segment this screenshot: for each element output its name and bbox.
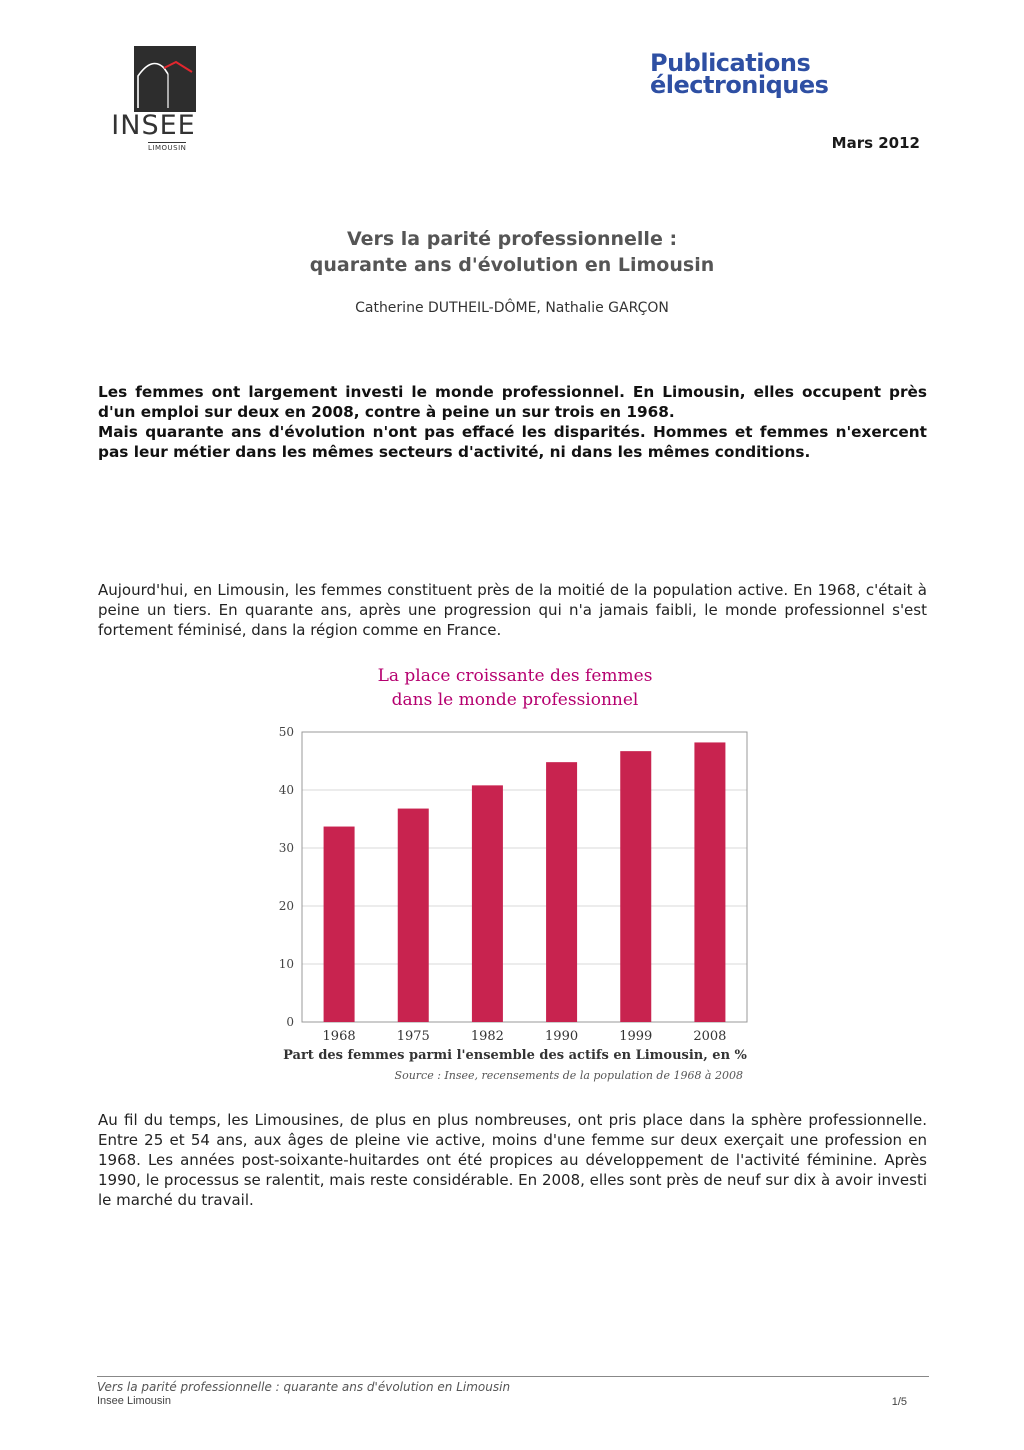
bar-1975 xyxy=(398,809,429,1022)
lead-paragraph-2: Mais quarante ans d'évolution n'ont pas effacé les disparités. Hommes et femmes n'exercent pas leur métier dans les mêmes secteurs d'activité, ni dans les mêmes conditions. xyxy=(98,423,927,461)
article-lead xyxy=(98,382,927,462)
x-tick-label: 1975 xyxy=(396,1029,430,1044)
article-authors: Catherine DUTHEIL-DÔME, Nathalie GARÇON xyxy=(355,300,669,316)
insee-logo xyxy=(106,46,201,156)
x-tick-label: 1990 xyxy=(545,1029,579,1044)
insee-logo-mark xyxy=(134,46,196,112)
pub-logo-line1: Publications xyxy=(650,49,811,77)
page-footer xyxy=(97,1376,929,1407)
chart-title-line1: La place croissante des femmes xyxy=(377,666,653,686)
x-tick-label: 1999 xyxy=(619,1029,653,1044)
chart-plot xyxy=(270,664,760,1044)
y-tick-label: 40 xyxy=(278,783,294,797)
insee-region-text: LIMOUSIN xyxy=(148,144,187,152)
bar-2008 xyxy=(694,742,725,1022)
publications-electroniques-logo xyxy=(650,49,930,104)
y-tick-label: 10 xyxy=(278,957,294,971)
y-tick-label: 20 xyxy=(278,899,294,913)
x-tick-label: 2008 xyxy=(693,1029,727,1044)
bar-1999 xyxy=(620,751,651,1022)
y-tick-label: 30 xyxy=(278,841,294,855)
footer-page-number: 1/5 xyxy=(891,1396,907,1408)
x-tick-label: 1968 xyxy=(322,1029,356,1044)
chart-caption: Part des femmes parmi l'ensemble des actifs en Limousin, en % xyxy=(283,1048,747,1063)
bar-chart xyxy=(270,664,760,1089)
y-tick-label: 0 xyxy=(286,1015,294,1029)
body-paragraph-1: Aujourd'hui, en Limousin, les femmes constituent près de la moitié de la population active. En 1968, c'était à peine un tiers. En quarante ans, après une progression qui n'a jamais faibli, le monde professionnel s'est fortement féminisé, dans la région comme en France. xyxy=(98,581,927,639)
bar-1968 xyxy=(324,827,355,1022)
bar-1990 xyxy=(546,762,577,1022)
insee-logo-text: INSEE xyxy=(111,110,196,141)
chart-title-line2: dans le monde professionnel xyxy=(391,690,639,710)
plot-frame xyxy=(302,732,747,1022)
lead-paragraph-1: Les femmes ont largement investi le monde professionnel. En Limousin, elles occupent près d'un emploi sur deux en 2008, contre à peine un sur trois en 1968. xyxy=(98,383,927,421)
footer-title: Vers la parité professionnelle : quarante ans d'évolution en Limousin xyxy=(97,1380,511,1394)
article-title-line1: Vers la parité professionnelle : xyxy=(346,228,678,250)
bar-1982 xyxy=(472,785,503,1022)
pub-logo-line2: électroniques xyxy=(650,71,829,99)
body-paragraph-2: Au fil du temps, les Limousines, de plus en plus nombreuses, ont pris place dans la sphère professionnelle. Entre 25 et 54 ans, aux âges de pleine vie active, moins d'une femme sur deux exerçait une profession en 1968. Les années post-soixante-huitardes ont été propices au développement de l'activité féminine. Après 1990, le processus se ralentit, mais reste considérable. En 2008, elles sont près de neuf sur dix à avoir investi le marché du travail. xyxy=(98,1111,927,1209)
y-tick-label: 50 xyxy=(278,725,294,739)
footer-org: Insee Limousin xyxy=(97,1395,171,1407)
x-tick-label: 1982 xyxy=(470,1029,504,1044)
publication-date: Mars 2012 xyxy=(831,134,920,152)
chart-source: Source : Insee, recensements de la population de 1968 à 2008 xyxy=(394,1069,743,1082)
article-title-line2: quarante ans d'évolution en Limousin xyxy=(309,254,715,276)
article-title xyxy=(0,226,1024,278)
